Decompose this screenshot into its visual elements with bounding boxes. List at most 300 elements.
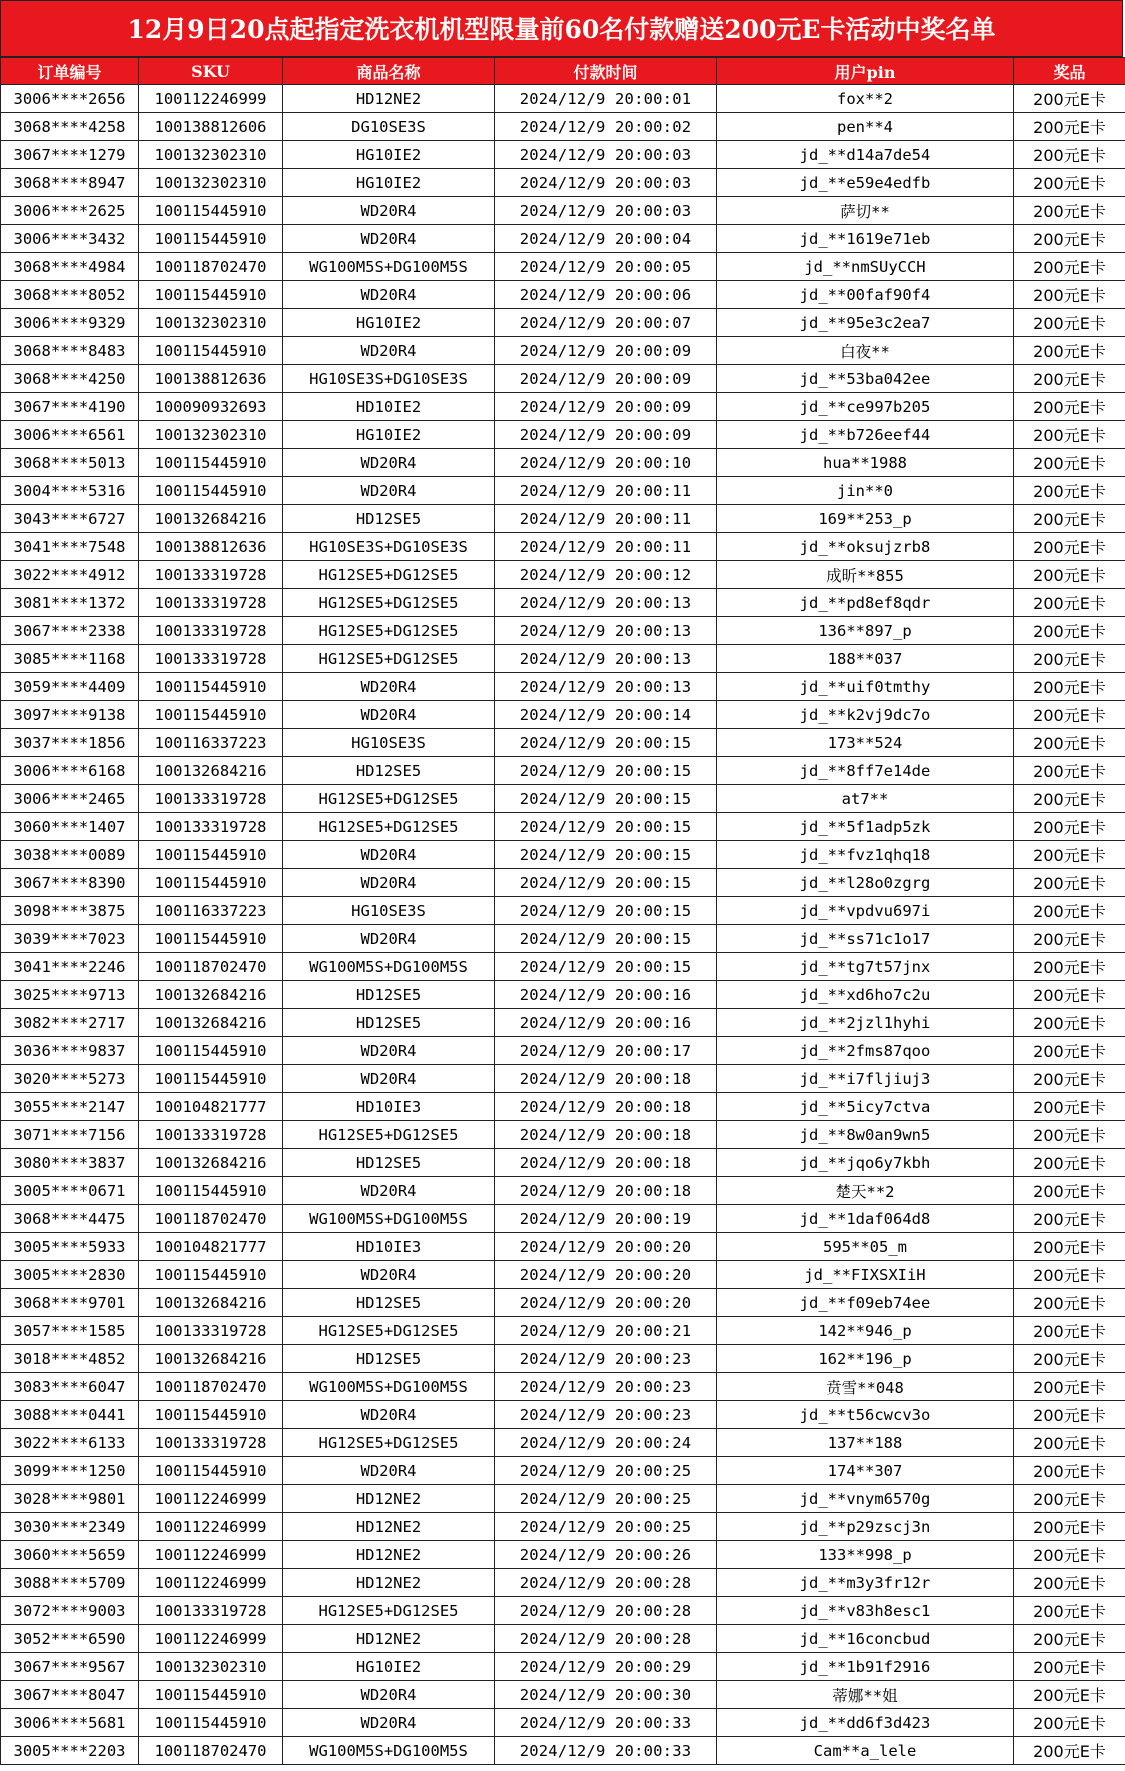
prize-cell: 200元E卡 (1014, 785, 1125, 813)
prize-cell: 200元E卡 (1014, 645, 1125, 673)
table-row (1, 1149, 1125, 1177)
table-row (1, 673, 1125, 701)
payment-time-cell: 2024/12/9 20:00:04 (495, 225, 717, 253)
product-name-cell: WD20R4 (283, 701, 495, 729)
table-row (1, 113, 1125, 141)
payment-time-cell: 2024/12/9 20:00:03 (495, 197, 717, 225)
user-pin-cell: 萨切** (717, 197, 1014, 225)
table-row (1, 1177, 1125, 1205)
sku-cell: 100112246999 (139, 1485, 283, 1513)
product-name-cell: WD20R4 (283, 869, 495, 897)
product-name-cell: HD12SE5 (283, 757, 495, 785)
user-pin-cell: jd_**f09eb74ee (717, 1289, 1014, 1317)
prize-cell: 200元E卡 (1014, 953, 1125, 981)
order-id-cell: 3080****3837 (1, 1149, 139, 1177)
product-name-cell: WD20R4 (283, 197, 495, 225)
payment-time-cell: 2024/12/9 20:00:18 (495, 1121, 717, 1149)
table-row (1, 925, 1125, 953)
table-row (1, 141, 1125, 169)
user-pin-cell: 595**05_m (717, 1233, 1014, 1261)
prize-cell: 200元E卡 (1014, 1569, 1125, 1597)
table-row (1, 1625, 1125, 1653)
order-id-cell: 3028****9801 (1, 1485, 139, 1513)
sku-cell: 100112246999 (139, 1569, 283, 1597)
order-id-cell: 3006****3432 (1, 225, 139, 253)
sku-cell: 100116337223 (139, 729, 283, 757)
payment-time-cell: 2024/12/9 20:00:14 (495, 701, 717, 729)
sku-cell: 100115445910 (139, 337, 283, 365)
sku-cell: 100115445910 (139, 869, 283, 897)
order-id-cell: 3018****4852 (1, 1345, 139, 1373)
product-name-cell: HD12NE2 (283, 85, 495, 113)
product-name-cell: WD20R4 (283, 841, 495, 869)
payment-time-cell: 2024/12/9 20:00:23 (495, 1345, 717, 1373)
order-id-cell: 3039****7023 (1, 925, 139, 953)
order-id-cell: 3022****6133 (1, 1429, 139, 1457)
table-row (1, 477, 1125, 505)
prize-cell: 200元E卡 (1014, 197, 1125, 225)
prize-cell: 200元E卡 (1014, 1261, 1125, 1289)
prize-cell: 200元E卡 (1014, 1709, 1125, 1737)
sku-cell: 100115445910 (139, 1401, 283, 1429)
prize-cell: 200元E卡 (1014, 1429, 1125, 1457)
user-pin-cell: hua**1988 (717, 449, 1014, 477)
user-pin-cell: jd_**16concbud (717, 1625, 1014, 1653)
sku-cell: 100115445910 (139, 1177, 283, 1205)
payment-time-cell: 2024/12/9 20:00:17 (495, 1037, 717, 1065)
prize-cell: 200元E卡 (1014, 1093, 1125, 1121)
prize-cell: 200元E卡 (1014, 421, 1125, 449)
order-id-cell: 3060****1407 (1, 813, 139, 841)
table-row (1, 1233, 1125, 1261)
prize-cell: 200元E卡 (1014, 169, 1125, 197)
user-pin-cell: jd_**k2vj9dc7o (717, 701, 1014, 729)
order-id-cell: 3052****6590 (1, 1625, 139, 1653)
prize-cell: 200元E卡 (1014, 729, 1125, 757)
table-row (1, 617, 1125, 645)
prize-cell: 200元E卡 (1014, 449, 1125, 477)
user-pin-cell: jd_**1daf064d8 (717, 1205, 1014, 1233)
user-pin-cell: at7** (717, 785, 1014, 813)
prize-cell: 200元E卡 (1014, 1541, 1125, 1569)
user-pin-cell: jd_**95e3c2ea7 (717, 309, 1014, 337)
sku-cell: 100132684216 (139, 505, 283, 533)
user-pin-cell: jd_**2fms87qoo (717, 1037, 1014, 1065)
order-id-cell: 3072****9003 (1, 1597, 139, 1625)
sku-cell: 100118702470 (139, 953, 283, 981)
sku-cell: 100112246999 (139, 1541, 283, 1569)
payment-time-cell: 2024/12/9 20:00:15 (495, 869, 717, 897)
payment-time-cell: 2024/12/9 20:00:13 (495, 617, 717, 645)
order-id-cell: 3041****2246 (1, 953, 139, 981)
payment-time-cell: 2024/12/9 20:00:12 (495, 561, 717, 589)
product-name-cell: HD12SE5 (283, 1149, 495, 1177)
user-pin-cell: jd_**e59e4edfb (717, 169, 1014, 197)
product-name-cell: HG10SE3S+DG10SE3S (283, 365, 495, 393)
sku-cell: 100133319728 (139, 589, 283, 617)
payment-time-cell: 2024/12/9 20:00:09 (495, 393, 717, 421)
product-name-cell: HD10IE2 (283, 393, 495, 421)
product-name-cell: WG100M5S+DG100M5S (283, 1373, 495, 1401)
order-id-cell: 3088****5709 (1, 1569, 139, 1597)
product-name-cell: HG12SE5+DG12SE5 (283, 1429, 495, 1457)
table-row (1, 1373, 1125, 1401)
prize-cell: 200元E卡 (1014, 1233, 1125, 1261)
prize-cell: 200元E卡 (1014, 1485, 1125, 1513)
payment-time-cell: 2024/12/9 20:00:05 (495, 253, 717, 281)
payment-time-cell: 2024/12/9 20:00:28 (495, 1625, 717, 1653)
payment-time-cell: 2024/12/9 20:00:10 (495, 449, 717, 477)
payment-time-cell: 2024/12/9 20:00:13 (495, 645, 717, 673)
prize-cell: 200元E卡 (1014, 925, 1125, 953)
user-pin-cell: jd_**oksujzrb8 (717, 533, 1014, 561)
column-header-user-pin: 用户pin (717, 58, 1014, 85)
prize-cell: 200元E卡 (1014, 617, 1125, 645)
prize-cell: 200元E卡 (1014, 253, 1125, 281)
column-header-payment-time: 付款时间 (495, 58, 717, 85)
user-pin-cell: jd_**1619e71eb (717, 225, 1014, 253)
user-pin-cell: jd_**2jzl1hyhi (717, 1009, 1014, 1037)
table-row (1, 365, 1125, 393)
sku-cell: 100132684216 (139, 1345, 283, 1373)
prize-cell: 200元E卡 (1014, 337, 1125, 365)
prize-cell: 200元E卡 (1014, 1037, 1125, 1065)
table-row (1, 449, 1125, 477)
payment-time-cell: 2024/12/9 20:00:11 (495, 477, 717, 505)
product-name-cell: HD12NE2 (283, 1569, 495, 1597)
product-name-cell: WG100M5S+DG100M5S (283, 1737, 495, 1765)
user-pin-cell: jd_**fvz1qhq18 (717, 841, 1014, 869)
order-id-cell: 3068****8052 (1, 281, 139, 309)
payment-time-cell: 2024/12/9 20:00:15 (495, 729, 717, 757)
sku-cell: 100138812636 (139, 365, 283, 393)
user-pin-cell: jd_**uif0tmthy (717, 673, 1014, 701)
user-pin-cell: jd_**5f1adp5zk (717, 813, 1014, 841)
column-header-sku: SKU (139, 58, 283, 85)
payment-time-cell: 2024/12/9 20:00:24 (495, 1429, 717, 1457)
table-row (1, 421, 1125, 449)
prize-cell: 200元E卡 (1014, 393, 1125, 421)
user-pin-cell: 成昕**855 (717, 561, 1014, 589)
payment-time-cell: 2024/12/9 20:00:23 (495, 1373, 717, 1401)
order-id-cell: 3068****5013 (1, 449, 139, 477)
order-id-cell: 3082****2717 (1, 1009, 139, 1037)
prize-cell: 200元E卡 (1014, 477, 1125, 505)
payment-time-cell: 2024/12/9 20:00:01 (495, 85, 717, 113)
prize-cell: 200元E卡 (1014, 281, 1125, 309)
order-id-cell: 3068****4250 (1, 365, 139, 393)
order-id-cell: 3006****2465 (1, 785, 139, 813)
payment-time-cell: 2024/12/9 20:00:15 (495, 897, 717, 925)
order-id-cell: 3083****6047 (1, 1373, 139, 1401)
user-pin-cell: pen**4 (717, 113, 1014, 141)
payment-time-cell: 2024/12/9 20:00:20 (495, 1261, 717, 1289)
sku-cell: 100132684216 (139, 1289, 283, 1317)
prize-cell: 200元E卡 (1014, 673, 1125, 701)
sku-cell: 100115445910 (139, 1457, 283, 1485)
payment-time-cell: 2024/12/9 20:00:33 (495, 1709, 717, 1737)
order-id-cell: 3068****9701 (1, 1289, 139, 1317)
sku-cell: 100118702470 (139, 253, 283, 281)
order-id-cell: 3068****4984 (1, 253, 139, 281)
column-header-product-name: 商品名称 (283, 58, 495, 85)
table-row (1, 197, 1125, 225)
product-name-cell: WD20R4 (283, 1065, 495, 1093)
sku-cell: 100104821777 (139, 1233, 283, 1261)
payment-time-cell: 2024/12/9 20:00:18 (495, 1177, 717, 1205)
order-id-cell: 3060****5659 (1, 1541, 139, 1569)
payment-time-cell: 2024/12/9 20:00:11 (495, 533, 717, 561)
sku-cell: 100133319728 (139, 645, 283, 673)
product-name-cell: HG10IE2 (283, 141, 495, 169)
order-id-cell: 3005****5933 (1, 1233, 139, 1261)
payment-time-cell: 2024/12/9 20:00:15 (495, 813, 717, 841)
payment-time-cell: 2024/12/9 20:00:25 (495, 1457, 717, 1485)
user-pin-cell: Cam**a_lele (717, 1737, 1014, 1765)
order-id-cell: 3071****7156 (1, 1121, 139, 1149)
product-name-cell: WD20R4 (283, 281, 495, 309)
prize-cell: 200元E卡 (1014, 1317, 1125, 1345)
order-id-cell: 3043****6727 (1, 505, 139, 533)
order-id-cell: 3006****2625 (1, 197, 139, 225)
user-pin-cell: jd_**m3y3fr12r (717, 1569, 1014, 1597)
payment-time-cell: 2024/12/9 20:00:20 (495, 1233, 717, 1261)
product-name-cell: HG10SE3S (283, 729, 495, 757)
table-row (1, 533, 1125, 561)
table-row (1, 505, 1125, 533)
order-id-cell: 3006****5681 (1, 1709, 139, 1737)
table-row (1, 869, 1125, 897)
prize-cell: 200元E卡 (1014, 1177, 1125, 1205)
order-id-cell: 3067****2338 (1, 617, 139, 645)
payment-time-cell: 2024/12/9 20:00:11 (495, 505, 717, 533)
payment-time-cell: 2024/12/9 20:00:33 (495, 1737, 717, 1765)
prize-cell: 200元E卡 (1014, 841, 1125, 869)
product-name-cell: HD12SE5 (283, 1289, 495, 1317)
user-pin-cell: 蒂娜**姐 (717, 1681, 1014, 1709)
table-row (1, 1653, 1125, 1681)
user-pin-cell: 贲雪**048 (717, 1373, 1014, 1401)
user-pin-cell: jd_**l28o0zgrg (717, 869, 1014, 897)
user-pin-cell: jd_**ss71c1o17 (717, 925, 1014, 953)
sku-cell: 100115445910 (139, 477, 283, 505)
sku-cell: 100132302310 (139, 309, 283, 337)
product-name-cell: WD20R4 (283, 1177, 495, 1205)
order-id-cell: 3036****9837 (1, 1037, 139, 1065)
sku-cell: 100115445910 (139, 1261, 283, 1289)
user-pin-cell: jd_**jqo6y7kbh (717, 1149, 1014, 1177)
payment-time-cell: 2024/12/9 20:00:18 (495, 1093, 717, 1121)
payment-time-cell: 2024/12/9 20:00:15 (495, 785, 717, 813)
order-id-cell: 3006****6168 (1, 757, 139, 785)
product-name-cell: WG100M5S+DG100M5S (283, 1205, 495, 1233)
product-name-cell: WD20R4 (283, 1261, 495, 1289)
prize-cell: 200元E卡 (1014, 505, 1125, 533)
sku-cell: 100115445910 (139, 197, 283, 225)
sku-cell: 100132302310 (139, 141, 283, 169)
order-id-cell: 3006****6561 (1, 421, 139, 449)
order-id-cell: 3067****4190 (1, 393, 139, 421)
sku-cell: 100116337223 (139, 897, 283, 925)
sku-cell: 100112246999 (139, 85, 283, 113)
order-id-cell: 3037****1856 (1, 729, 139, 757)
table-row (1, 337, 1125, 365)
prize-cell: 200元E卡 (1014, 1513, 1125, 1541)
product-name-cell: HG10IE2 (283, 421, 495, 449)
prize-cell: 200元E卡 (1014, 701, 1125, 729)
table-row (1, 1065, 1125, 1093)
sku-cell: 100132684216 (139, 757, 283, 785)
sku-cell: 100133319728 (139, 561, 283, 589)
sku-cell: 100133319728 (139, 1317, 283, 1345)
column-header-order-id: 订单编号 (1, 58, 139, 85)
sku-cell: 100115445910 (139, 1065, 283, 1093)
table-row (1, 1037, 1125, 1065)
product-name-cell: HG10IE2 (283, 169, 495, 197)
order-id-cell: 3068****8947 (1, 169, 139, 197)
payment-time-cell: 2024/12/9 20:00:16 (495, 981, 717, 1009)
payment-time-cell: 2024/12/9 20:00:28 (495, 1569, 717, 1597)
user-pin-cell: 142**946_p (717, 1317, 1014, 1345)
prize-cell: 200元E卡 (1014, 589, 1125, 617)
table-row (1, 1205, 1125, 1233)
payment-time-cell: 2024/12/9 20:00:06 (495, 281, 717, 309)
sku-cell: 100090932693 (139, 393, 283, 421)
payment-time-cell: 2024/12/9 20:00:30 (495, 1681, 717, 1709)
product-name-cell: HD12SE5 (283, 1345, 495, 1373)
user-pin-cell: 133**998_p (717, 1541, 1014, 1569)
prize-cell: 200元E卡 (1014, 1653, 1125, 1681)
product-name-cell: WD20R4 (283, 337, 495, 365)
order-id-cell: 3088****0441 (1, 1401, 139, 1429)
prize-cell: 200元E卡 (1014, 85, 1125, 113)
product-name-cell: HG12SE5+DG12SE5 (283, 645, 495, 673)
sku-cell: 100104821777 (139, 1093, 283, 1121)
sku-cell: 100133319728 (139, 617, 283, 645)
order-id-cell: 3068****8483 (1, 337, 139, 365)
prize-cell: 200元E卡 (1014, 1373, 1125, 1401)
order-id-cell: 3067****9567 (1, 1653, 139, 1681)
user-pin-cell: jd_**ce997b205 (717, 393, 1014, 421)
sku-cell: 100112246999 (139, 1625, 283, 1653)
product-name-cell: HD12SE5 (283, 1009, 495, 1037)
table-row (1, 701, 1125, 729)
product-name-cell: HD12NE2 (283, 1625, 495, 1653)
table-row (1, 393, 1125, 421)
product-name-cell: WD20R4 (283, 1401, 495, 1429)
prize-cell: 200元E卡 (1014, 869, 1125, 897)
user-pin-cell: jd_**vpdvu697i (717, 897, 1014, 925)
user-pin-cell: jd_**pd8ef8qdr (717, 589, 1014, 617)
product-name-cell: WG100M5S+DG100M5S (283, 953, 495, 981)
product-name-cell: HG10IE2 (283, 309, 495, 337)
order-id-cell: 3067****8047 (1, 1681, 139, 1709)
product-name-cell: DG10SE3S (283, 113, 495, 141)
table-row (1, 645, 1125, 673)
user-pin-cell: 188**037 (717, 645, 1014, 673)
order-id-cell: 3055****2147 (1, 1093, 139, 1121)
user-pin-cell: jd_**tg7t57jnx (717, 953, 1014, 981)
product-name-cell: WG100M5S+DG100M5S (283, 253, 495, 281)
payment-time-cell: 2024/12/9 20:00:16 (495, 1009, 717, 1037)
sku-cell: 100138812606 (139, 113, 283, 141)
table-row (1, 1513, 1125, 1541)
user-pin-cell: jin**0 (717, 477, 1014, 505)
user-pin-cell: jd_**nmSUyCCH (717, 253, 1014, 281)
table-row (1, 225, 1125, 253)
table-row (1, 1597, 1125, 1625)
sku-cell: 100115445910 (139, 281, 283, 309)
user-pin-cell: jd_**xd6ho7c2u (717, 981, 1014, 1009)
user-pin-cell: 白夜** (717, 337, 1014, 365)
order-id-cell: 3098****3875 (1, 897, 139, 925)
table-row (1, 757, 1125, 785)
payment-time-cell: 2024/12/9 20:00:23 (495, 1401, 717, 1429)
prize-cell: 200元E卡 (1014, 1597, 1125, 1625)
payment-time-cell: 2024/12/9 20:00:15 (495, 953, 717, 981)
product-name-cell: HG10SE3S+DG10SE3S (283, 533, 495, 561)
sku-cell: 100133319728 (139, 1121, 283, 1149)
prize-cell: 200元E卡 (1014, 141, 1125, 169)
sku-cell: 100115445910 (139, 225, 283, 253)
prize-cell: 200元E卡 (1014, 1065, 1125, 1093)
table-row (1, 1345, 1125, 1373)
order-id-cell: 3067****8390 (1, 869, 139, 897)
prize-cell: 200元E卡 (1014, 1457, 1125, 1485)
sku-cell: 100115445910 (139, 841, 283, 869)
table-row (1, 981, 1125, 1009)
payment-time-cell: 2024/12/9 20:00:19 (495, 1205, 717, 1233)
table-row (1, 1681, 1125, 1709)
table-row (1, 1569, 1125, 1597)
user-pin-cell: jd_**FIXSXIiH (717, 1261, 1014, 1289)
product-name-cell: HD10IE3 (283, 1093, 495, 1121)
sku-cell: 100118702470 (139, 1373, 283, 1401)
table-row (1, 1457, 1125, 1485)
page-title: 12月9日20点起指定洗衣机机型限量前60名付款赠送200元E卡活动中奖名单 (0, 0, 1123, 57)
winner-table (0, 57, 1125, 1765)
product-name-cell: HG10IE2 (283, 1653, 495, 1681)
prize-cell: 200元E卡 (1014, 533, 1125, 561)
sku-cell: 100132302310 (139, 1653, 283, 1681)
table-row (1, 1737, 1125, 1765)
table-row (1, 309, 1125, 337)
payment-time-cell: 2024/12/9 20:00:29 (495, 1653, 717, 1681)
payment-time-cell: 2024/12/9 20:00:15 (495, 841, 717, 869)
sku-cell: 100118702470 (139, 1205, 283, 1233)
payment-time-cell: 2024/12/9 20:00:15 (495, 757, 717, 785)
order-id-cell: 3097****9138 (1, 701, 139, 729)
sku-cell: 100115445910 (139, 701, 283, 729)
payment-time-cell: 2024/12/9 20:00:28 (495, 1597, 717, 1625)
prize-cell: 200元E卡 (1014, 1009, 1125, 1037)
payment-time-cell: 2024/12/9 20:00:09 (495, 337, 717, 365)
prize-cell: 200元E卡 (1014, 1121, 1125, 1149)
user-pin-cell: jd_**dd6f3d423 (717, 1709, 1014, 1737)
sku-cell: 100118702470 (139, 1737, 283, 1765)
payment-time-cell: 2024/12/9 20:00:03 (495, 141, 717, 169)
table-row (1, 1093, 1125, 1121)
prize-cell: 200元E卡 (1014, 113, 1125, 141)
product-name-cell: HD12NE2 (283, 1541, 495, 1569)
order-id-cell: 3057****1585 (1, 1317, 139, 1345)
user-pin-cell: 162**196_p (717, 1345, 1014, 1373)
sku-cell: 100115445910 (139, 1037, 283, 1065)
order-id-cell: 3025****9713 (1, 981, 139, 1009)
payment-time-cell: 2024/12/9 20:00:20 (495, 1289, 717, 1317)
table-row (1, 785, 1125, 813)
product-name-cell: WD20R4 (283, 225, 495, 253)
